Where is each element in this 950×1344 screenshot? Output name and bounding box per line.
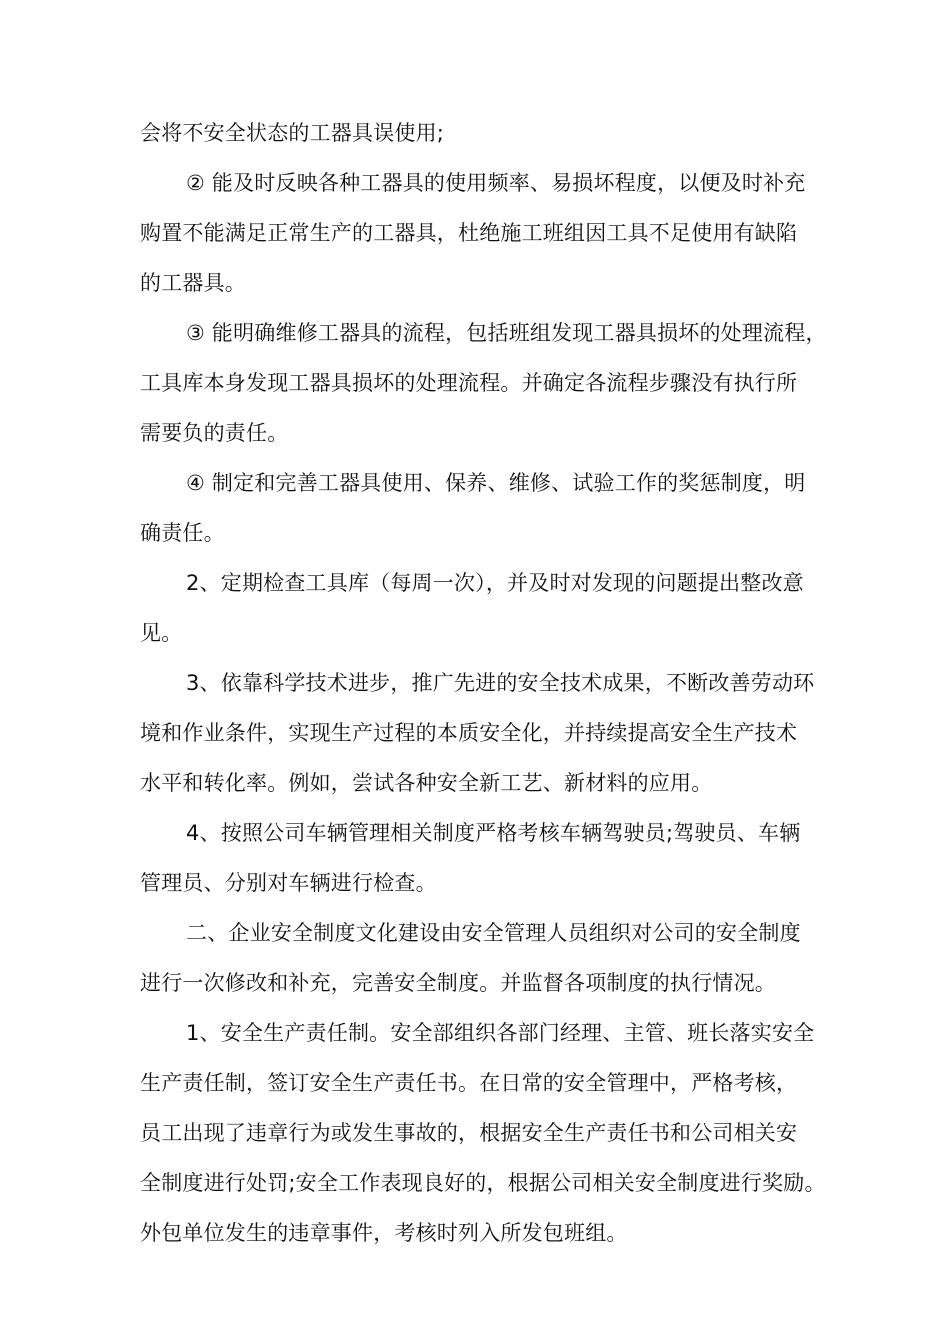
text-line: ③ 能明确维修工器具的流程，包括班组发现工器具损坏的处理流程， (186, 321, 827, 345)
text-line: 水平和转化率。例如，尝试各种安全新工艺、新材料的应用。 (140, 771, 713, 795)
text-line: 确责任。 (140, 521, 225, 545)
text-line: 全制度进行处罚;安全工作表现良好的，根据公司相关安全制度进行奖励。 (140, 1171, 826, 1195)
text-line: 1、安全生产责任制。安全部组织各部门经理、主管、班长落实安全 (186, 1021, 815, 1045)
text-line: 见。 (140, 621, 183, 645)
text-line: 工具库本身发现工器具损坏的处理流程。并确定各流程步骤没有执行所 (140, 371, 798, 395)
text-line: 的工器具。 (140, 271, 246, 295)
text-line: 员工出现了违章行为或发生事故的，根据安全生产责任书和公司相关安 (140, 1121, 798, 1145)
text-line: 4、按照公司车辆管理相关制度严格考核车辆驾驶员;驾驶员、车辆 (186, 821, 801, 845)
text-line: 外包单位发生的违章事件，考核时列入所发包班组。 (140, 1221, 628, 1245)
text-line: 境和作业条件，实现生产过程的本质安全化，并持续提高安全生产技术 (140, 721, 798, 745)
text-line: 3、依靠科学技术进步，推广先进的安全技术成果，不断改善劳动环 (186, 671, 815, 695)
text-line: 生产责任制，签订安全生产责任书。在日常的安全管理中，严格考核， (140, 1071, 798, 1095)
text-line: 进行一次修改和补充，完善安全制度。并监督各项制度的执行情况。 (140, 971, 776, 995)
text-line: 购置不能满足正常生产的工器具，杜绝施工班组因工具不足使用有缺陷 (140, 221, 798, 245)
text-line: ④ 制定和完善工器具使用、保养、维修、试验工作的奖惩制度，明 (186, 471, 806, 495)
text-line: 二、企业安全制度文化建设由安全管理人员组织对公司的安全制度 (186, 921, 801, 945)
text-line: ② 能及时反映各种工器具的使用频率、易损坏程度，以便及时补充 (186, 171, 806, 195)
text-line: 需要负的责任。 (140, 421, 289, 445)
text-line: 2、定期检查工具库（每周一次），并及时对发现的问题提出整改意 (186, 571, 804, 595)
text-line: 会将不安全状态的工器具误使用; (140, 121, 445, 145)
text-line: 管理员、分别对车辆进行检查。 (140, 871, 437, 895)
